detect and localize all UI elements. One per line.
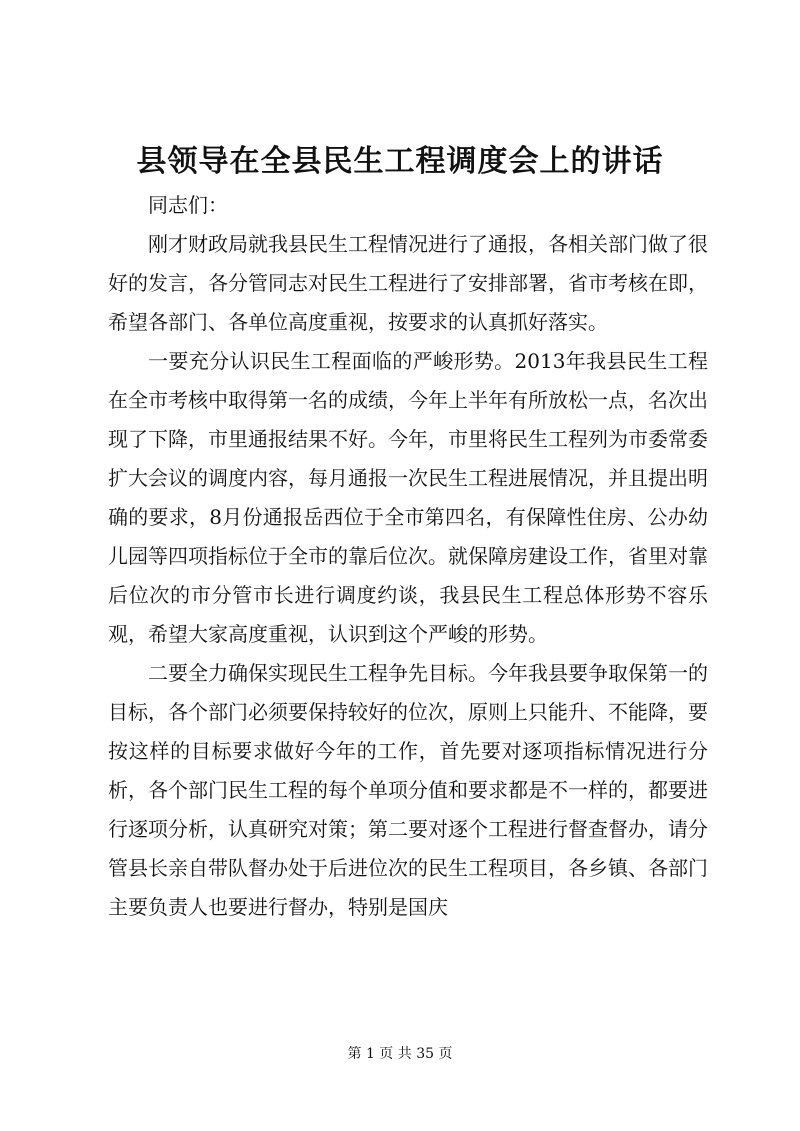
salutation: 同志们： xyxy=(148,193,228,217)
paragraph: 一要充分认识民生工程面临的严峻形势。2013年我县民生工程在全市考核中取得第一名的成绩，今年上半年有所放松一点，名次出现了下降，市里通报结果不好。今年，市里将民生工程列为市委常委扩大会议的调度内容，每月通报一次民生工程进展情况，并且提出明确的要求，8月份通报岳西位于全市第四名，有保障性住房、公办幼儿园等四项指标位于全市的靠后位次。就保障房建设工作，省里对靠后位次的市分管市长进行调度约谈，我县民生工程总体形势不容乐观，希望大家高度重视，认识到这个严峻的形势。 xyxy=(108,349,708,646)
document-title: 县领导在全县民生工程调度会上的讲话 xyxy=(136,144,664,179)
page-number-footer: 第 1 页 共 35 页 xyxy=(347,1046,453,1062)
document-body xyxy=(108,186,708,927)
paragraph: 二要全力确保实现民生工程争先目标。今年我县要争取保第一的目标，各个部门必须要保持较好的位次，原则上只能升、不能降，要按这样的目标要求做好今年的工作，首先要对逐项指标情况进行分析，各个部门民生工程的每个单项分值和要求都是不一样的，都要进行逐项分析，认真研究对策；第二要对逐个工程进行督查督办，请分管县长亲自带队督办处于后进位次的民生工程项目，各乡镇、各部门主要负责人也要进行督办，特别是国庆 xyxy=(108,661,708,919)
paragraph: 刚才财政局就我县民生工程情况进行了通报，各相关部门做了很好的发言，各分管同志对民生工程进行了安排部署，省市考核在即，希望各部门、各单位高度重视，按要求的认真抓好落实。 xyxy=(108,232,708,334)
